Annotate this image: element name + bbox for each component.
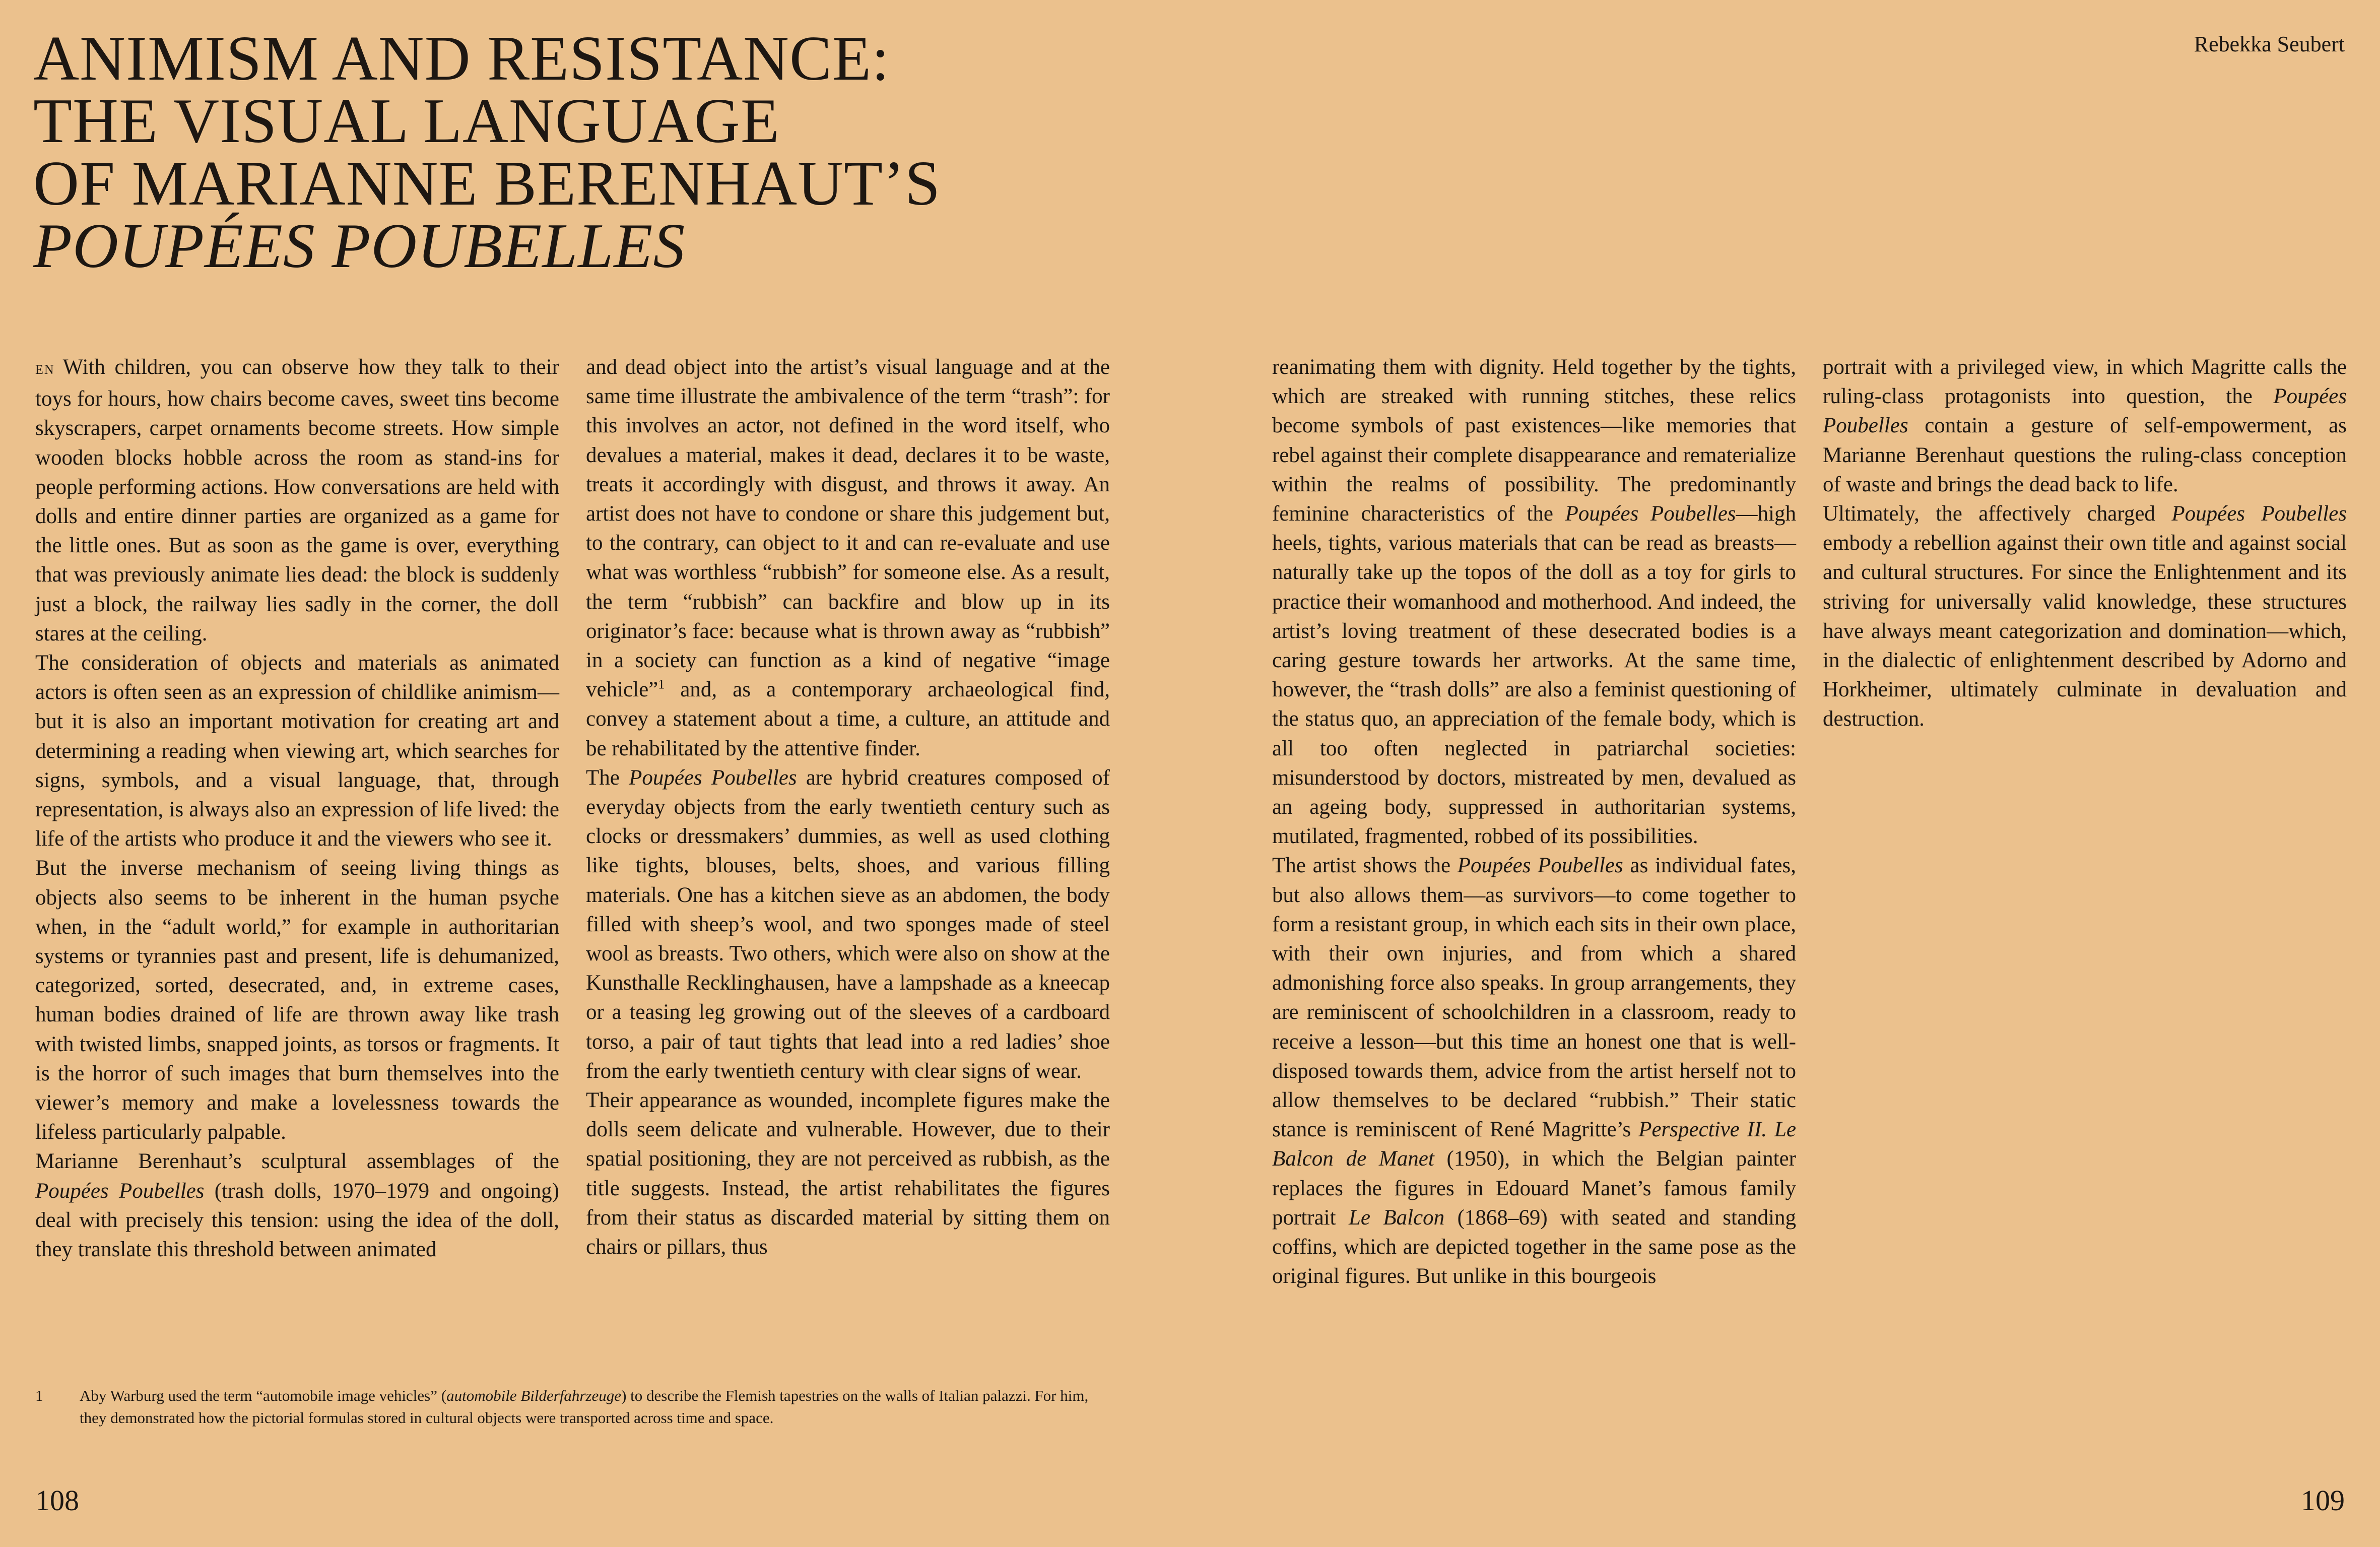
paragraph-text: With children, you can observe how they talk to their toys for hours, how chairs become caves, sweet tins become skyscrapers, carpet ornaments become streets. How simple wooden blocks hobble across the room as stand-ins for people performing actions. How conversations are held with dolls and entire dinner parties are organized as a game for the little ones. But as soon as the game is over, everything that was previously animate lies dead: the block is suddenly just a block, the railway lies sadly in the corner, the doll stares at the ceiling.	[35, 355, 559, 646]
paragraph-text: The consideration of objects and materials as animated actors is often seen as an expression of childlike animism—but it is also an important motivation for creating art and determining a reading when viewing art, which searches for signs, symbols, and a visual language, that, through representation, is always also an expression of life lived: the life of the artists who produce it and the viewers who see it.	[35, 651, 559, 851]
italic-title: Poupées Poubelles	[35, 1179, 205, 1203]
footnote-text-part: ) to describe the Flemish tapestries on the walls of Italian palazzi. For him, they demonstrated how the pictorial formulas stored in cultural objects were transported across time and space.	[80, 1387, 1089, 1427]
paragraph	[1823, 353, 2347, 499]
paragraph-text: (1868–69) with seated and standing coffins, which are depicted together in the same pose as the original figures. But unlike in this bourgeois	[1272, 1205, 1796, 1288]
italic-title: Poupées Poubelles	[1823, 384, 2347, 438]
paragraph-text: as individual fates, but also allows them—as survivors—to come together to form a resistant group, in which each sits in their own place, with their own injuries, and from which a shared admonishing force also speaks. In group arrangements, they are reminiscent of schoolchildren in a classroom, ready to receive a lesson—but this time an honest one that is well-disposed towards them, advice from the artist herself not to allow themselves to be declared “rubbish.” Their static stance is reminiscent of René Magritte’s	[1272, 854, 1796, 1142]
paragraph	[586, 353, 1110, 763]
paragraph	[35, 649, 559, 854]
paragraph-text: Their appearance as wounded, incomplete figures make the dolls seem delicate and vulnerable. However, due to their spatial positioning, they are not perceived as rubbish, as the title suggests. Instead, the artist rehabilitates the figures from their status as discarded material by sitting them on chairs or pillars, thus	[586, 1088, 1110, 1259]
title-line-4: POUPÉES POUBELLES	[33, 211, 686, 281]
paragraph-text: (trash dolls, 1970–1979 and ongoing) deal with precisely this tension: using the idea of the doll, they translate this threshold between animated	[35, 1179, 559, 1262]
text-column-3	[1272, 353, 1796, 1292]
italic-title: Le Balcon	[1348, 1205, 1445, 1230]
title-line-3: OF MARIANNE BERENHAUT’S	[33, 149, 941, 219]
paragraph	[35, 1147, 559, 1264]
page-number-left: 108	[35, 1484, 79, 1517]
footnote-text	[80, 1385, 1112, 1429]
paragraph-text: —high heels, tights, various materials that can be read as breasts—naturally take up the topos of the doll as a toy for girls to practice their womanhood and motherhood. And indeed, the artist’s loving treatment of these desecrated bodies is a caring gesture towards her artworks. At the same time, however, the “trash dolls” are also a feminist questioning of the status quo, an appreciation of the female body, which is all too often neglected in patriarchal societies: misunderstood by doctors, mistreated by men, devalued as an ageing body, suppressed in authoritarian systems, mutilated, fragmented, robbed of its possibilities.	[1272, 502, 1796, 849]
paragraph-text: portrait with a privileged view, in which Magritte calls the ruling-class protagonists into question, the	[1823, 355, 2347, 409]
title-line-2: THE VISUAL LANGUAGE	[33, 86, 780, 156]
article-title	[33, 24, 1016, 281]
paragraph-text: reanimating them with dignity. Held together by the tights, which are streaked with running stitches, these relics become symbols of past existences—like memories that rebel against their complete disappearance and rematerialize within the realms of possibility. The predominantly feminine characteristics of the	[1272, 355, 1796, 526]
text-column-2	[586, 353, 1110, 1262]
language-tag: EN	[35, 362, 55, 377]
paragraph-text: But the inverse mechanism of seeing living things as objects also seems to be inherent in the human psyche when, in the “adult world,” for example in authoritarian systems or tyrannies past and present, life is dehumanized, categorized, sorted, desecrated, and, in extreme cases, human bodies drained of life are thrown away like trash with twisted limbs, snapped joints, as torsos or fragments. It is the horror of such images that burn themselves into the viewer’s memory and make a lovelessness towards the lifeless particularly palpable.	[35, 856, 559, 1144]
italic-title: Poupées Poubelles	[1565, 502, 1736, 526]
text-column-4	[1823, 353, 2347, 734]
paragraph-text: Marianne Berenhaut’s sculptural assemblages of the	[35, 1149, 559, 1174]
text-column-1	[35, 353, 559, 1264]
paragraph	[1272, 851, 1796, 1291]
paragraph	[35, 854, 559, 1147]
footnote-italic: automobile Bilderfahrzeuge	[446, 1387, 622, 1404]
paragraph	[1272, 353, 1796, 851]
paragraph-text: contain a gesture of self-empowerment, as Marianne Berenhaut questions the ruling-class conception of waste and brings the dead back to life.	[1823, 414, 2347, 496]
paragraph-text: and, as a contemporary archaeological find, convey a statement about a time, a culture, an attitude and be rehabilitated by the attentive finder.	[586, 678, 1110, 760]
italic-title: Poupées Poubelles	[1457, 854, 1623, 878]
paragraph-text: (1950), in which the Belgian painter replaces the figures in Edouard Manet’s famous family portrait	[1272, 1147, 1796, 1230]
paragraph-text: Ultimately, the affectively charged	[1823, 502, 2172, 526]
italic-title: Perspective II. Le Balcon de Manet	[1272, 1118, 1796, 1171]
footnote-text-part: Aby Warburg used the term “automobile image vehicles” (	[80, 1387, 447, 1404]
paragraph-text: embody a rebellion against their own title and against social and cultural structures. For since the Enlightenment and its striving for universally valid knowledge, these structures have always meant categorization and domination—which, in the dialectic of enlightenment described by Adorno and Horkheimer, ultimately culminate in devaluation and destruction.	[1823, 531, 2347, 731]
paragraph	[586, 1086, 1110, 1262]
author-name: Rebekka Seubert	[2194, 32, 2345, 56]
paragraph	[586, 763, 1110, 1086]
italic-title: Poupées Poubelles	[2171, 502, 2347, 526]
paragraph-text: The artist shows the	[1272, 854, 1458, 878]
paragraph	[1823, 499, 2347, 734]
page-number-right: 109	[2301, 1484, 2345, 1517]
footnote-reference: 1	[658, 677, 665, 692]
footnote-number: 1	[35, 1387, 43, 1404]
paragraph-text: are hybrid creatures composed of everyday objects from the early twentieth century such as clocks or dressmakers’ dummies, as well as used clothing like tights, blouses, belts, shoes, and various filling materials. One has a kitchen sieve as an abdomen, the body filled with sheep’s wool, and two sponges made of steel wool as breasts. Two others, which were also on show at the Kunsthalle Recklinghausen, have a lampshade as a kneecap or a teasing leg growing out of the sleeves of a cardboard torso, a pair of taut tights that lead into a red ladies’ shoe from the early twentieth century with clear signs of wear.	[586, 765, 1110, 1083]
paragraph	[35, 353, 559, 649]
title-line-1: ANIMISM AND RESISTANCE:	[33, 24, 890, 94]
italic-title: Poupées Poubelles	[629, 765, 797, 790]
paragraph-text: and dead object into the artist’s visual language and at the same time illustrate the ambivalence of the term “trash”: for this involves an actor, not defined in the word itself, who devalues a material, makes it dead, declares it to be waste, treats it accordingly with disgust, and throws it away. An artist does not have to condone or share this judgement but, to the contrary, can object to it and can re-evaluate and use what was worthless “rubbish” for someone else. As a result, the term “rubbish” can backfire and blow up in its originator’s face: because what is thrown away as “rubbish” in a society can function as a kind of negative “image vehicle”	[586, 355, 1110, 702]
paragraph-text: The	[586, 765, 629, 790]
